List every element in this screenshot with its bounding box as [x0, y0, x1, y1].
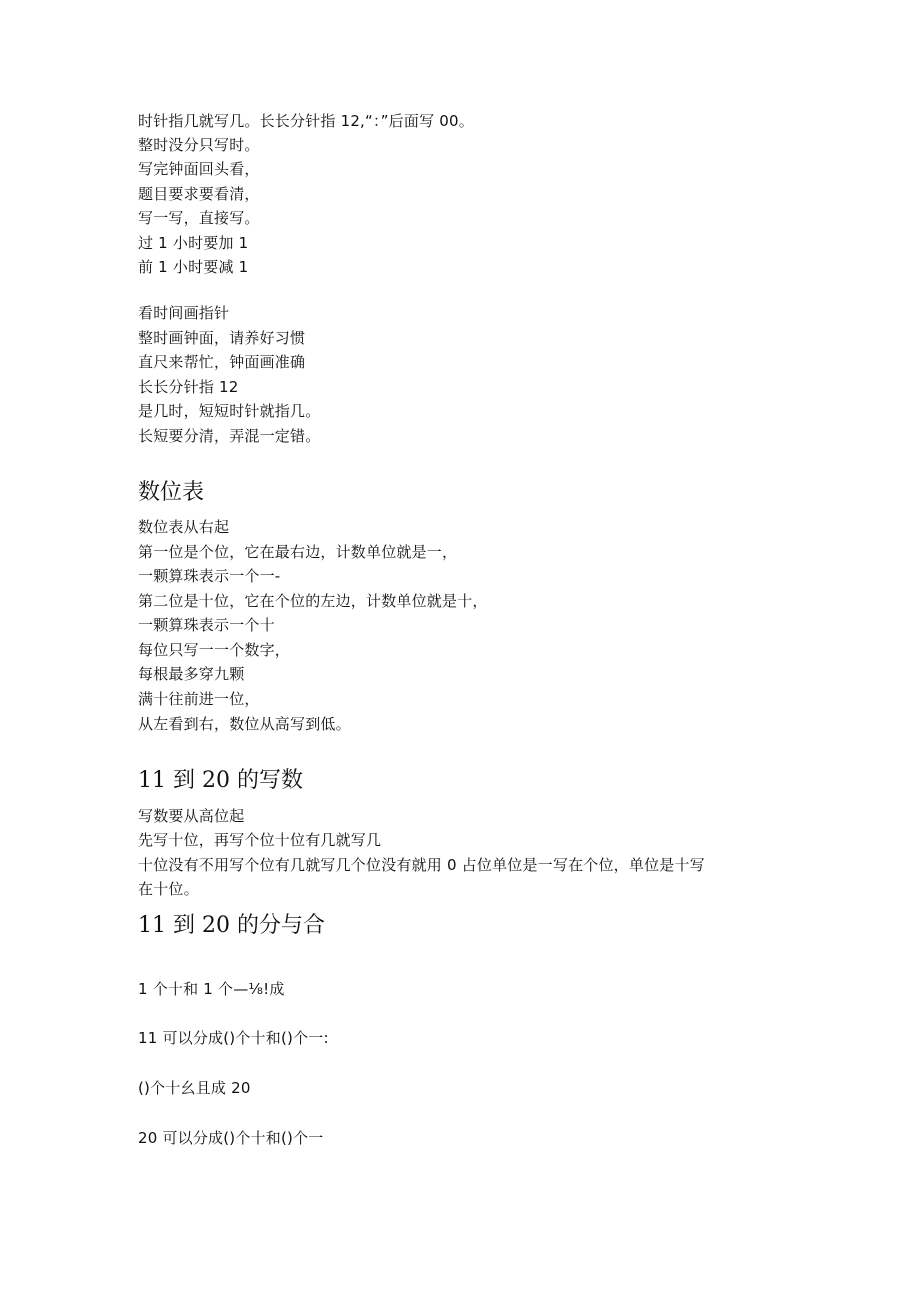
writing-line: 先写十位，再写个位十位有几就写几: [138, 831, 382, 849]
place-value-line: 一颗算珠表示一个十: [138, 616, 275, 634]
compose-line: 1 个十和 1 个—⅛!成: [138, 980, 285, 998]
writing-line: 写数要从高位起: [138, 807, 245, 825]
clock-line: 整时没分只写时。: [138, 136, 260, 154]
place-value-line: 第二位是十位，它在个位的左边，计数单位就是十，: [138, 592, 488, 610]
clock-line: 前 1 小时要减 1: [138, 258, 249, 276]
draw-line: 看时间画指针: [138, 304, 230, 322]
clock-line: 过 1 小时要加 1: [138, 234, 249, 252]
clock-line: 写完钟面回头看，: [138, 160, 260, 178]
place-value-line: 每根最多穿九颗: [138, 665, 245, 683]
writing-line: 在十位。: [138, 880, 199, 898]
draw-line: 整时画钟面，请养好习惯: [138, 329, 306, 347]
draw-line: 是几时，短短时针就指几。: [138, 402, 321, 420]
section-heading: 11 到 20 的分与合: [138, 913, 325, 938]
clock-line: 写一写，直接写。: [138, 209, 260, 227]
section-heading: 11 到 20 的写数: [138, 768, 303, 793]
place-value-line: 数位表从右起: [138, 518, 230, 536]
compose-line: ()个十幺且成 20: [138, 1079, 251, 1097]
section-heading: 数位表: [138, 480, 205, 505]
clock-line: 题目要求要看清，: [138, 185, 260, 203]
draw-line: 长短要分清，弄混一定错。: [138, 427, 321, 445]
place-value-line: 从左看到右，数位从高写到低。: [138, 715, 351, 733]
draw-line: 长长分针指 12: [138, 378, 239, 396]
place-value-line: 第一位是个位，它在最右边，计数单位就是一，: [138, 543, 458, 561]
clock-line: 时针指几就写几。长长分针指 12,“：”后面写 00。: [138, 112, 474, 130]
compose-line: 20 可以分成()个十和()个一: [138, 1129, 324, 1147]
place-value-line: 一颗算珠表示一个一-: [138, 567, 281, 585]
draw-line: 直尺来帮忙，钟面画准确: [138, 353, 306, 371]
place-value-line: 每位只写一一个数字，: [138, 641, 291, 659]
writing-line: 十位没有不用写个位有几就写几个位没有就用 0 占位单位是一写在个位，单位是十写: [138, 856, 705, 874]
place-value-line: 满十往前进一位，: [138, 690, 260, 708]
compose-line: 11 可以分成()个十和()个一:: [138, 1029, 329, 1047]
